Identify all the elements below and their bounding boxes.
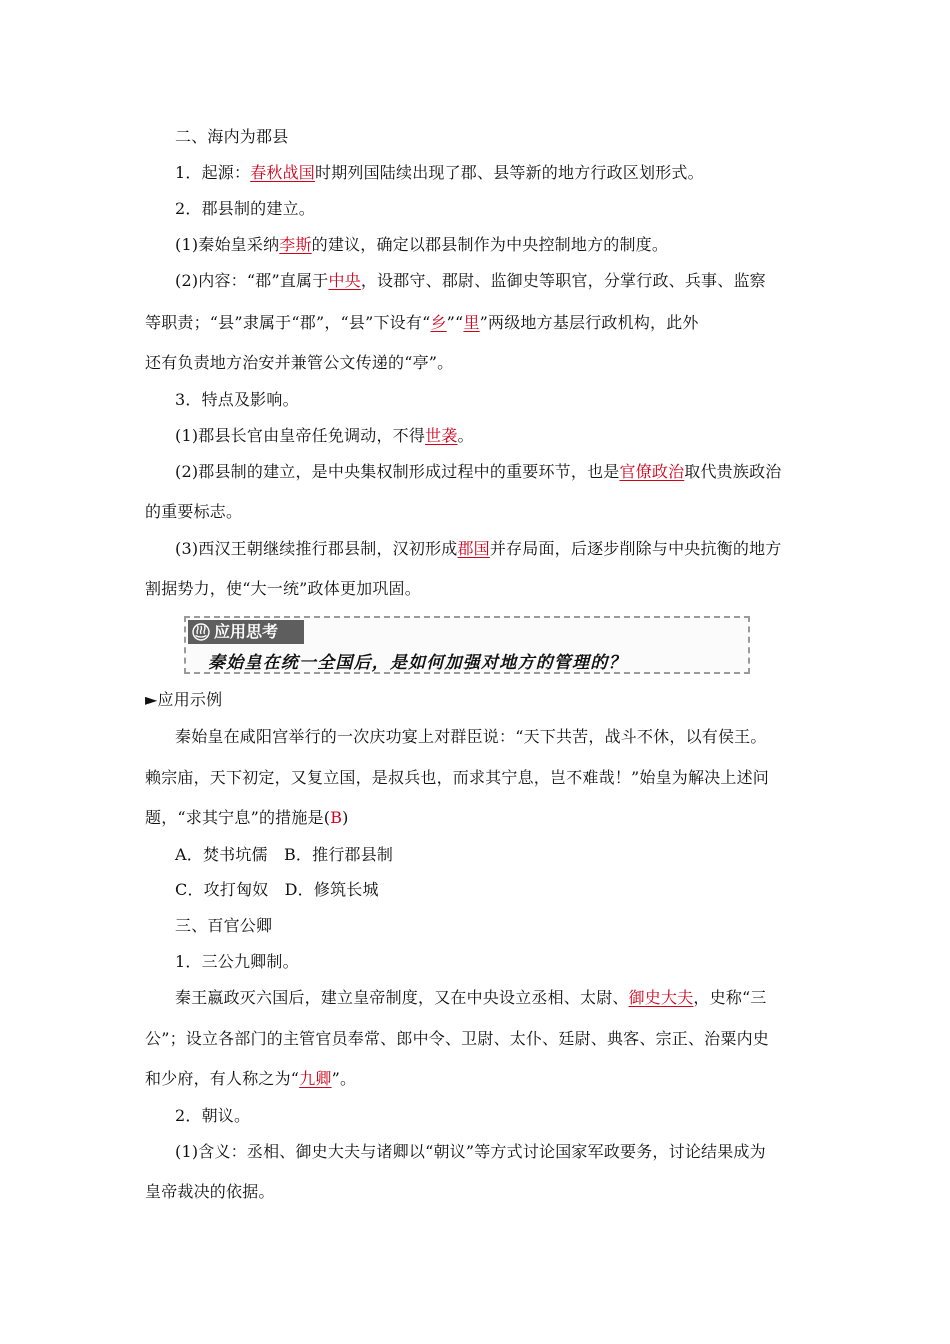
example-line2: 赖宗庙，天下初定，又复立国，是叔兵也，而求其宁息，岂不难哉！”始皇为解决上述问 xyxy=(145,768,769,787)
paragraph-p1-line1: 秦王嬴政灭六国后，建立皇帝制度，又在中央设立丞相、太尉、御史大夫，史称“三 xyxy=(175,988,767,1007)
option-cd: C．攻打匈奴 D．修筑长城 xyxy=(175,880,379,899)
paragraph-p2-line2: 皇帝裁决的依据。 xyxy=(145,1182,275,1201)
paragraph-f3-line1: (3)西汉王朝继续推行郡县制，汉初形成郡国并存局面，后逐步削除与中央抗衡的地方 xyxy=(175,539,782,558)
paragraph-f2-line2: 的重要标志。 xyxy=(145,502,243,521)
answer-blank: 春秋战国 xyxy=(250,163,315,182)
answer-blank: 里 xyxy=(463,313,480,332)
paragraph-e2-line1: (2)内容：“郡”直属于中央，设郡守、郡尉、监御史等职官，分掌行政、兵事、监察 xyxy=(175,271,766,290)
section-heading-3: 三、百官公卿 xyxy=(175,916,273,935)
subheading-three-lords: 1．三公九卿制。 xyxy=(175,952,299,971)
example-label: ►应用示例 xyxy=(145,690,223,709)
box-header xyxy=(188,620,304,644)
paragraph-e2-line2: 等职责；“县”隶属于“郡”，“县”下设有“乡”“里”两级地方基层行政机构，此外 xyxy=(145,313,699,332)
answer-blank: 世袭 xyxy=(425,426,458,445)
answer-blank: 李斯 xyxy=(279,235,312,254)
answer-blank: 九卿 xyxy=(299,1069,332,1088)
answer-blank: 乡 xyxy=(430,313,447,332)
answer-blank: 郡国 xyxy=(457,539,490,558)
answer-letter: B xyxy=(330,808,343,827)
example-line3: 题，“求其宁息”的措施是(B) xyxy=(145,808,349,827)
section-heading: 二、海内为郡县 xyxy=(175,127,289,146)
paragraph-f1: (1)郡县长官由皇帝任免调动，不得世袭。 xyxy=(175,426,474,445)
answer-blank: 中央 xyxy=(328,271,361,290)
paragraph-p1-line2: 公”；设立各部门的主管官员奉常、郎中令、卫尉、太仆、廷尉、典客、宗正、治粟内史 xyxy=(145,1029,769,1048)
paragraph-origin: 1．起源：春秋战国时期列国陆续出现了郡、县等新的地方行政区划形式。 xyxy=(175,163,704,182)
subheading-features: 3．特点及影响。 xyxy=(175,390,299,409)
hot-spring-icon xyxy=(192,623,210,641)
application-thinking-box xyxy=(184,616,750,674)
paragraph-f2-line1: (2)郡县制的建立，是中央集权制形成过程中的重要环节，也是官僚政治取代贵族政治 xyxy=(175,462,782,481)
paragraph-f3-line2: 割据势力，使“大一统”政体更加巩固。 xyxy=(145,579,421,598)
box-question: 秦始皇在统一全国后，是如何加强对地方的管理的？ xyxy=(208,653,627,673)
box-header-label: 应用思考 xyxy=(214,622,279,641)
paragraph-e1: (1)秦始皇采纳李斯的建议，确定以郡县制作为中央控制地方的制度。 xyxy=(175,235,669,254)
subheading-establishment: 2．郡县制的建立。 xyxy=(175,199,315,218)
paragraph-e2-line3: 还有负责地方治安并兼管公文传递的“亭”。 xyxy=(145,353,454,372)
answer-blank: 御史大夫 xyxy=(628,988,694,1007)
option-ab: A．焚书坑儒 B．推行郡县制 xyxy=(175,845,394,864)
paragraph-p2-line1: (1)含义：丞相、御史大夫与诸卿以“朝议”等方式讨论国家军政要务，讨论结果成为 xyxy=(175,1142,766,1161)
paragraph-p1-line3: 和少府，有人称之为“九卿”。 xyxy=(145,1069,357,1088)
subheading-court-discussion: 2．朝议。 xyxy=(175,1106,251,1125)
answer-blank: 官僚政治 xyxy=(619,462,685,481)
example-line1: 秦始皇在咸阳宫举行的一次庆功宴上对群臣说：“天下共苦，战斗不休，以有侯王。 xyxy=(175,727,767,746)
